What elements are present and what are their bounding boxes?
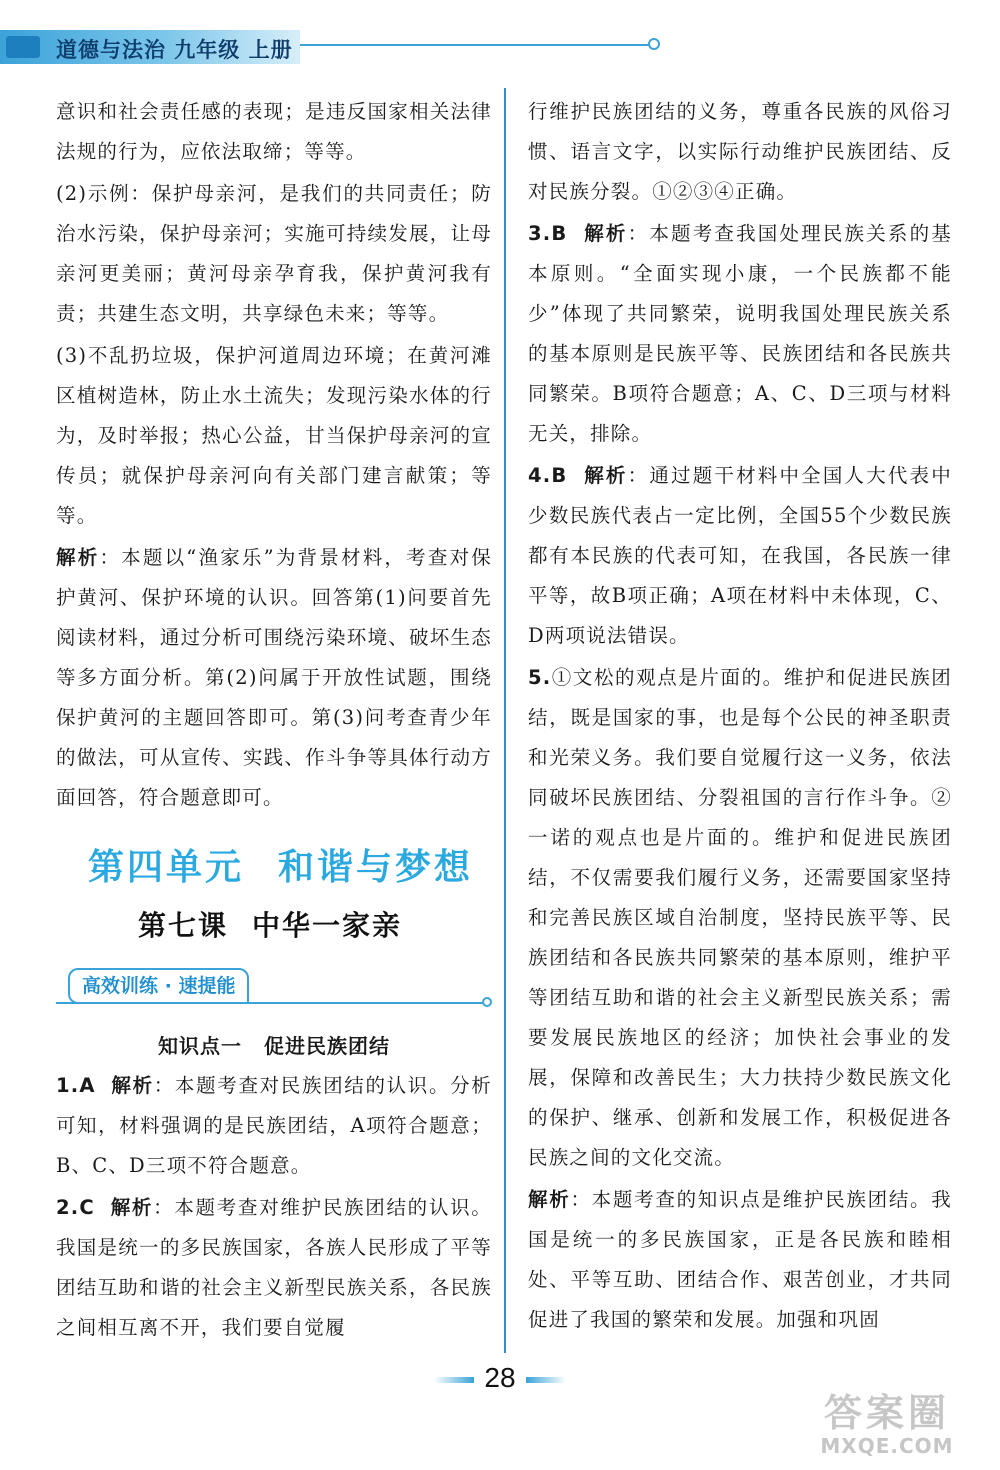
badge-dot-icon xyxy=(482,997,492,1007)
analysis-label: 解析 xyxy=(56,546,100,569)
q3-answer: 3.B xyxy=(528,222,568,245)
page-number-deco-left xyxy=(434,1377,474,1383)
question-4 xyxy=(528,456,952,656)
book-title: 道德与法治 九年级 上册 xyxy=(56,38,293,62)
q5-analysis xyxy=(528,1180,952,1340)
unit-title-name: 和谐与梦想 xyxy=(278,847,474,888)
question-1 xyxy=(56,1066,492,1186)
lesson-title-name: 中华一家亲 xyxy=(252,909,403,942)
left-column xyxy=(56,92,492,1348)
q5-analysis-text: ：本题考查的知识点是维护民族团结。我国是统一的多民族国家，正是各民族和睦相处、平等互助、团结合作、艰苦创业，才共同促进了我国的繁荣和发展。加强和巩固 xyxy=(528,1188,952,1331)
watermark-logo-text: 答案圈 xyxy=(823,1391,950,1435)
unit-title-number: 第四单元 xyxy=(88,847,245,888)
question-2-continued: 行维护民族团结的义务，尊重各民族的风俗习惯、语言文字，以实际行动维护民族团结、反对民族分裂。①②③④正确。 xyxy=(528,100,952,203)
q3-text: ：本题考查我国处理民族关系的基本原则。“全面实现小康，一个民族都不能少”体现了共同繁荣，说明我国处理民族关系的基本原则是民族平等、民族团结和各民族共同繁荣。B项符合题意；A、C、D三项与材料无关，排除。 xyxy=(528,222,952,445)
header-rule xyxy=(300,44,650,46)
running-header xyxy=(0,30,660,70)
page-number: 28 xyxy=(484,1362,516,1393)
lesson-title xyxy=(138,902,492,950)
kp-number: 知识点一 xyxy=(158,1034,242,1058)
badge-rule xyxy=(56,1002,484,1004)
section-badge-row xyxy=(56,964,492,1010)
q4-text: ：通过题干材料中全国人大代表中少数民族代表占一定比例，全国55个少数民族都有本民族的代表可知，在我国，各民族一律平等，故B项正确；A项在材料中未体现，C、D两项说法错误。 xyxy=(528,464,952,647)
analysis-text: ：本题以“渔家乐”为背景材料，考查对保护黄河、保护环境的认识。回答第(1)问要首先阅读材料，通过分析可围绕污染环境、破坏生态等多方面分析。第(2)问属于开放性试题，围绕保护黄河的主题回答即可。第(3)问考查青少年的做法，可从宣传、实践、作斗争等具体行动方面回答，符合题意即可。 xyxy=(56,546,492,809)
answer-para-1: 意识和社会责任感的表现；是违反国家相关法律法规的行为，应依法取缔；等等。 xyxy=(56,100,492,163)
unit-title xyxy=(88,844,492,892)
knowledge-point-title xyxy=(56,1026,492,1066)
q4-analysis-label: 解析 xyxy=(584,464,628,487)
q1-text: ：本题考查对民族团结的认识。分析可知，材料强调的是民族团结，A项符合题意；B、C、D三项不符合题意。 xyxy=(56,1074,492,1177)
question-2 xyxy=(56,1188,492,1348)
q2-text: ：本题考查对维护民族团结的认识。我国是统一的多民族国家，各族人民形成了平等团结互助和谐的社会主义新型民族关系，各民族之间相互离不开，我们要自觉履 xyxy=(56,1196,492,1339)
q3-analysis-label: 解析 xyxy=(584,222,628,245)
q2-answer: 2.C xyxy=(56,1196,95,1219)
section-badge: 高效训练 · 速提能 xyxy=(68,968,249,1004)
q1-analysis-label: 解析 xyxy=(111,1074,154,1097)
answer-para-2: (2)示例：保护母亲河，是我们的共同责任；防治水污染，保护母亲河；实施可持续发展，让母亲河更美丽；黄河母亲孕育我，保护黄河我有责；共建生态文明，共享绿色未来；等等。 xyxy=(56,182,492,325)
analysis-para xyxy=(56,538,492,818)
q2-analysis-label: 解析 xyxy=(110,1196,154,1219)
q5-number: 5. xyxy=(528,666,552,689)
right-column xyxy=(528,92,952,1340)
q4-answer: 4.B xyxy=(528,464,568,487)
page-number-row xyxy=(0,1362,1000,1394)
answer-para-3: (3)不乱扔垃圾，保护河道周边环境；在黄河滩区植树造林，防止水土流失；发现污染水体的行为，及时举报；热心公益，甘当保护母亲河的宣传员；就保护母亲河向有关部门建言献策；等等。 xyxy=(56,344,492,527)
header-tab-decoration xyxy=(6,36,40,58)
kp-name: 促进民族团结 xyxy=(264,1034,390,1058)
column-divider xyxy=(504,88,506,1353)
watermark-url: MXQE.COM xyxy=(820,1434,954,1458)
lesson-title-number: 第七课 xyxy=(138,909,229,942)
q1-answer: 1.A xyxy=(56,1074,96,1097)
page-number-deco-right xyxy=(526,1377,566,1383)
watermark xyxy=(792,1392,982,1462)
q5-text: ①文松的观点是片面的。维护和促进民族团结，既是国家的事，也是每个公民的神圣职责和光荣义务。我们要自觉履行这一义务，依法同破坏民族团结、分裂祖国的言行作斗争。②一诺的观点也是片面的。维护和促进民族团结，不仅需要我们履行义务，还需要国家坚持和完善民族区域自治制度，坚持民族平等、民族团结和各民族共同繁荣的基本原则，维护平等团结互助和谐的社会主义新型民族关系；需要发展民族地区的经济；加快社会事业的发展，保障和改善民生；大力扶持少数民族文化的保护、继承、创新和发展工作，积极促进各民族之间的文化交流。 xyxy=(528,666,952,1169)
question-3 xyxy=(528,214,952,454)
q5-analysis-label: 解析 xyxy=(528,1188,571,1211)
question-5 xyxy=(528,658,952,1178)
header-dot-icon xyxy=(648,38,660,50)
